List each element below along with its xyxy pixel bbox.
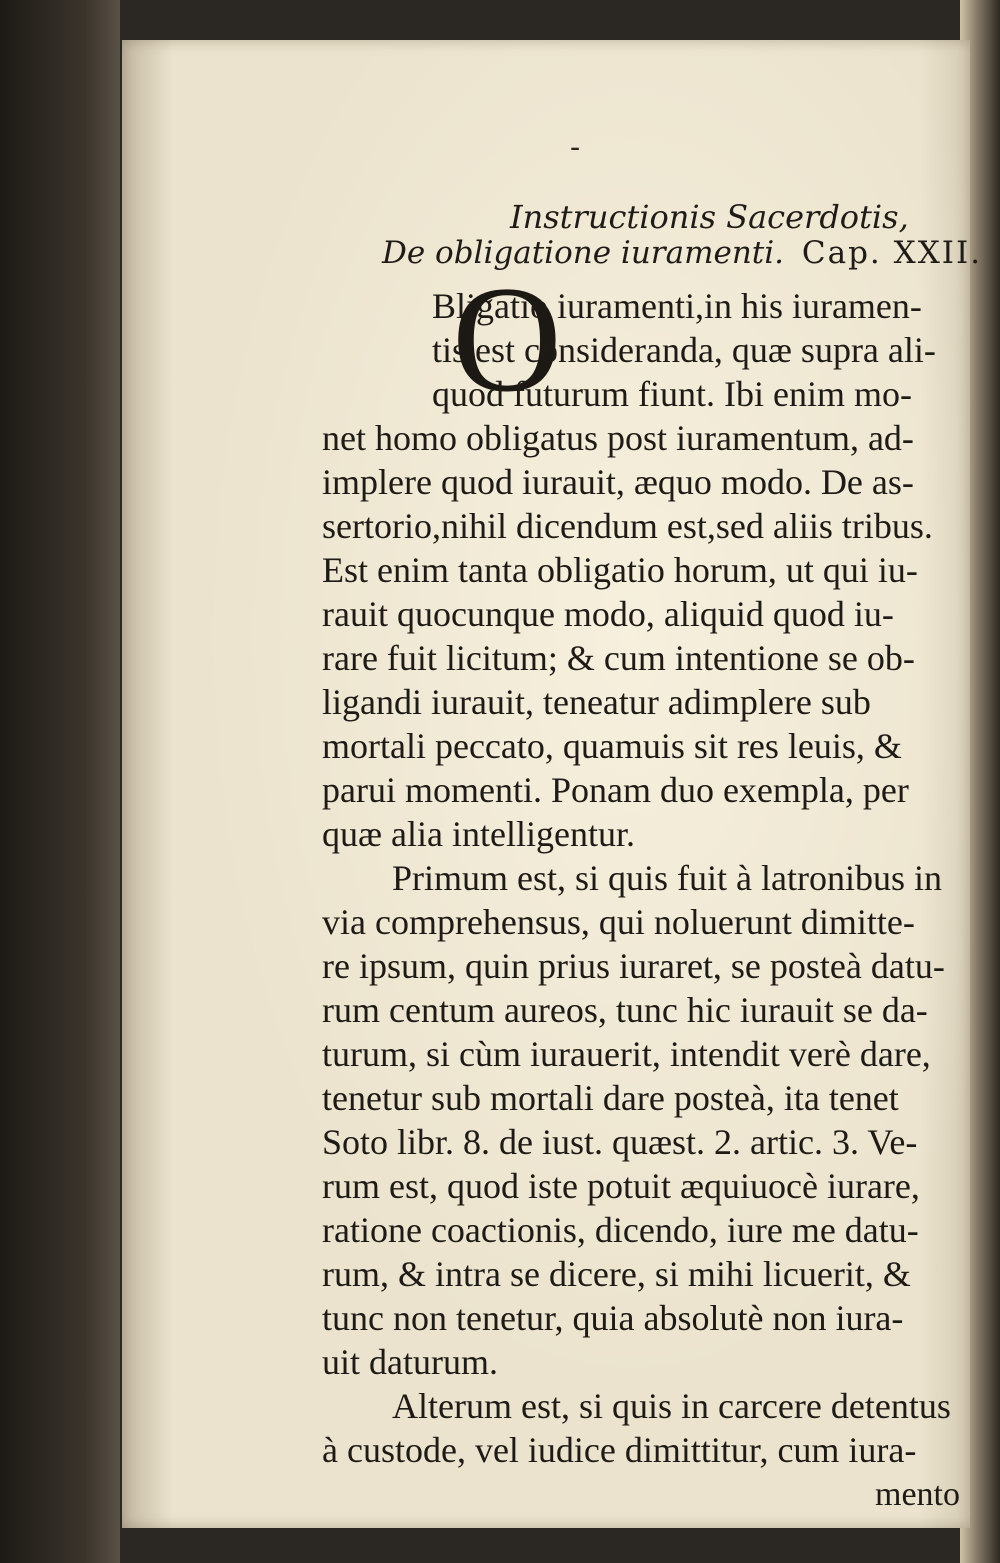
text-line: net homo obligatus post iuramentum, ad-	[322, 418, 914, 458]
text-line: rare fuit licitum; & cum intentione se ob-	[322, 638, 915, 678]
running-head: Instructionis Sacerdotis,	[510, 198, 909, 236]
text-line: parui momenti. Ponam duo exempla, per	[322, 770, 909, 810]
text-line: uit daturum.	[322, 1342, 498, 1382]
text-line: à custode, vel iudice dimittitur, cum iura-	[322, 1430, 917, 1470]
text-line: Soto libr. 8. de iust. quæst. 2. artic. 3. Ve-	[322, 1122, 918, 1162]
text-line: Bligatio iuramenti,in his iuramen-	[432, 286, 922, 326]
chapter-title: De obligatione iuramenti.	[382, 235, 785, 271]
text-line: ratione coactionis, dicendo, iure me datu-	[322, 1210, 919, 1250]
book-page	[122, 40, 983, 1528]
text-line: tis est consideranda, quæ supra ali-	[432, 330, 936, 370]
text-line: quæ alia intelligentur.	[322, 814, 635, 854]
text-line: re ipsum, quin prius iuraret, se posteà datu-	[322, 946, 945, 986]
text-line: mortali peccato, quamuis sit res leuis, &	[322, 726, 902, 766]
text-line: sertorio,nihil dicendum est,sed aliis tribus.	[322, 506, 933, 546]
text-line: rauit quocunque modo, aliquid quod iu-	[322, 594, 894, 634]
chapter-number: Cap. XXII.	[801, 235, 983, 271]
text-line: tunc non tenetur, quia absolutè non iura-	[322, 1298, 904, 1338]
text-line: implere quod iurauit, æquo modo. De as-	[322, 462, 914, 502]
catchword: mento	[875, 1476, 960, 1513]
book-spine	[0, 0, 120, 1563]
text-line: turum, si cùm iurauerit, intendit verè dare,	[322, 1034, 931, 1074]
text-line: Alterum est, si quis in carcere detentus	[392, 1386, 951, 1426]
text-line: quod futurum fiunt. Ibi enim mo-	[432, 374, 912, 414]
page-ornament: -	[570, 130, 581, 165]
text-line: via comprehensus, qui noluerunt dimitte-	[322, 902, 915, 942]
text-line: Est enim tanta obligatio horum, ut qui iu-	[322, 550, 918, 590]
text-line: tenetur sub mortali dare posteà, ita tenet	[322, 1078, 899, 1118]
text-line: Primum est, si quis fuit à latronibus in	[392, 858, 942, 898]
text-line: rum, & intra se dicere, si mihi licuerit, &	[322, 1254, 911, 1294]
text-line: rum centum aureos, tunc hic iurauit se da-	[322, 990, 928, 1030]
text-line: ligandi iurauit, teneatur adimplere sub	[322, 682, 871, 722]
text-line: rum est, quod iste potuit æquiuocè iurare,	[322, 1166, 920, 1206]
drop-cap: O	[452, 255, 562, 423]
